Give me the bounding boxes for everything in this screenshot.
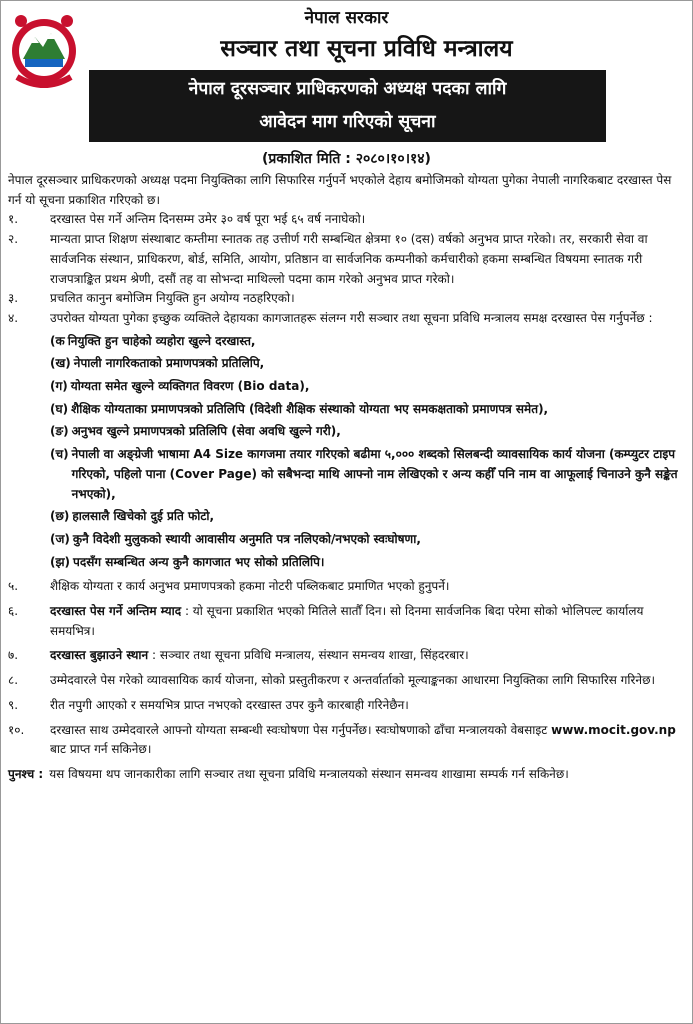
item-text: मान्यता प्राप्त शिक्षण संस्थाबाट कम्तीमा स्नातक तह उत्तीर्ण गरी सम्बन्धित क्षेत्रमा १० (दस) वर्षको अनुभव प्राप्त गरेको। तर, सरकारी सेवा वा सार्वजनिक संस्थान, प्राधिकरण, बोर्ड, समिति, आयोग, प्रतिष्ठान वा सार्वजनिक कम्पनीको कर्मचारीको हकमा सम्बन्धित विषयमा स्नातक गरी राजपत्राङ्कित प्रथम श्रेणी, दसौं तह वा सोभन्दा माथिल्लो पदमा काम गरेको अनुभव प्राप्त गरेको।: [50, 232, 648, 286]
list-item: [8, 646, 686, 666]
item-text: शैक्षिक योग्यता र कार्य अनुभव प्रमाणपत्रको हकमा नोटरी पब्लिकबाट प्रमाणित भएको हुनुपर्ने।: [50, 579, 450, 594]
banner-line-1: नेपाल दूरसञ्चार प्राधिकरणको अध्यक्ष पदका लागि: [188, 79, 507, 99]
item-text: [50, 646, 686, 666]
sub-item-label: (झ): [50, 554, 71, 569]
postscript: [8, 765, 686, 785]
sub-item-label: (ग): [50, 379, 68, 394]
sub-item-label: (च): [50, 447, 69, 462]
item-text-b: बाट प्राप्त गर्न सकिनेछ।: [50, 742, 152, 757]
item-text: [50, 721, 686, 760]
sub-item-text: नियुक्ति हुन चाहेको व्यहोरा खुल्ने दरखास्त,: [67, 333, 256, 348]
sub-item: [50, 377, 686, 397]
item-text: प्रचलित कानुन बमोजिम नियुक्ति हुन अयोग्य नठहरिएको।: [50, 291, 295, 306]
item-text: रीत नपुगी आएको र समयभित्र प्राप्त नभएको दरखास्त उपर कुनै कारबाही गरिनेछैन।: [50, 697, 409, 712]
government-title: नेपाल सरकार: [304, 8, 389, 28]
item-number: ६.: [8, 604, 19, 619]
sub-item: [50, 507, 686, 527]
item-number: १०.: [8, 722, 25, 737]
sub-item: [50, 553, 686, 573]
item-number: ८.: [8, 673, 19, 688]
list-item: [8, 230, 686, 289]
item-number: ४.: [8, 310, 19, 325]
notice-body: [8, 171, 686, 785]
sub-item-text: पदसँग सम्बन्धित अन्य कुनै कागजात भए सोको प्रतिलिपि।: [73, 554, 325, 569]
website-link[interactable]: www.mocit.gov.np: [551, 722, 676, 737]
list-item: [8, 289, 686, 309]
list-item: [8, 721, 686, 760]
sub-item-label: (क: [50, 333, 65, 348]
sub-item-text: कुनै विदेशी मुलुकको स्थायी आवासीय अनुमति पत्र नलिएको/नभएको स्वःघोषणा,: [72, 531, 421, 546]
sub-item-label: (ङ): [50, 424, 69, 439]
sub-item: [50, 422, 686, 442]
sub-item-text: हालसालै खिचेको दुई प्रति फोटो,: [72, 509, 215, 524]
sub-item-label: (ख): [50, 356, 71, 371]
item-text: दरखास्त पेस गर्ने अन्तिम दिनसम्म उमेर ३० वर्ष पूरा भई ६५ वर्ष ननाघेको।: [50, 212, 366, 227]
sub-item: [50, 400, 686, 420]
submission-place-text: : सञ्चार तथा सूचना प्रविधि मन्त्रालय, संस्थान समन्वय शाखा, सिंहदरबार।: [152, 648, 469, 663]
sub-item-text: शैक्षिक योग्यताका प्रमाणपत्रको प्रतिलिपि (विदेशी शैक्षिक संस्थाको योग्यता भए समकक्षताको प्रमाणपत्र समेत),: [71, 401, 549, 416]
sub-item-label: (ज): [50, 531, 70, 546]
published-date: (प्रकाशित मिति : २०८०।१०।१४): [262, 151, 431, 167]
list-item: [8, 210, 686, 230]
deadline-label: दरखास्त पेस गर्ने अन्तिम म्याद: [50, 604, 182, 619]
sub-item: [50, 530, 686, 550]
item-number: २.: [8, 232, 19, 247]
item-text: उम्मेदवारले पेस गरेको व्यावसायिक कार्य योजना, सोको प्रस्तुतीकरण र अन्तर्वार्ताको मूल्याङ्कनका आधारमा नियुक्तिका लागि सिफारिस गरिनेछ।: [50, 673, 656, 688]
list-item: [8, 671, 686, 691]
list-item: [8, 602, 686, 641]
deadline-text: : यो सूचना प्रकाशित भएको मितिले सातौँ दिन। सो दिनमा सार्वजनिक बिदा परेमा सोको भोलिपल्ट कार्यालय समयभित्र।: [50, 604, 644, 638]
item-number: ९.: [8, 697, 19, 712]
list-item: [8, 577, 686, 597]
sub-item: [50, 332, 686, 352]
sub-item-label: (छ): [50, 509, 70, 524]
item-number: १.: [8, 212, 19, 227]
sub-item-label: (घ): [50, 401, 69, 416]
item-text: [50, 602, 686, 641]
submission-place-label: दरखास्त बुझाउने स्थान: [50, 648, 149, 663]
postscript-label: पुनश्च :: [8, 766, 44, 781]
list-item: [8, 696, 686, 716]
postscript-text: यस विषयमा थप जानकारीका लागि सञ्चार तथा सूचना प्रविधि मन्त्रालयको संस्थान समन्वय शाखामा सम्पर्क गर्न सकिनेछ।: [49, 766, 569, 781]
list-item: [8, 309, 686, 329]
sub-item: [50, 445, 686, 504]
sub-item-text: नेपाली वा अङ्ग्रेजी भाषामा A4 Size कागजमा तयार गरिएको बढीमा ५,००० शब्दको सिलबन्दी व्यावसायिक कार्य योजना (कम्प्युटर टाइप गरिएको, पहिलो पाना (Cover Page) को सबैभन्दा माथि आफ्नो नाम लेखिएको र अन्य कहीँ पनि नाम वा आफूलाई चिनाउने कुनै सङ्केत नभएको),: [71, 447, 678, 501]
item-text: उपरोक्त योग्यता पुगेका इच्छुक व्यक्तिले देहायका कागजातहरू संलग्न गरी सञ्चार तथा सूचना प्रविधि मन्त्रालय समक्ष दरखास्त पेस गर्नुपर्नेछ :: [50, 310, 653, 325]
sub-item-text: अनुभव खुल्ने प्रमाणपत्रको प्रतिलिपि (सेवा अवधि खुल्ने गरी),: [71, 424, 341, 439]
sub-item-text: योग्यता समेत खुल्ने व्यक्तिगत विवरण (Bio data),: [70, 379, 310, 394]
intro-paragraph: नेपाल दूरसञ्चार प्राधिकरणको अध्यक्ष पदमा नियुक्तिका लागि सिफारिस गर्नुपर्ने भएकोले देहाय बमोजिमको योग्यता पुगेका नेपाली नागरिकबाट दरखास्त पेस गर्न यो सूचना प्रकाशित गरिएको छ।: [8, 173, 672, 207]
item-text-a: दरखास्त साथ उम्मेदवारले आफ्नो योग्यता सम्बन्धी स्वःघोषणा पेस गर्नुपर्नेछ। स्वःघोषणाको ढाँचा मन्त्रालयको वेबसाइट: [50, 722, 548, 737]
sub-item: [50, 354, 686, 374]
sub-item-text: नेपाली नागरिकताको प्रमाणपत्रको प्रतिलिपि,: [73, 356, 265, 371]
item-number: ७.: [8, 648, 19, 663]
item-number: ५.: [8, 579, 19, 594]
item-number: ३.: [8, 291, 19, 306]
notice-banner: [89, 70, 606, 142]
ministry-title: सञ्चार तथा सूचना प्रविधि मन्त्रालय: [220, 36, 513, 62]
banner-line-2: आवेदन माग गरिएको सूचना: [259, 112, 436, 132]
